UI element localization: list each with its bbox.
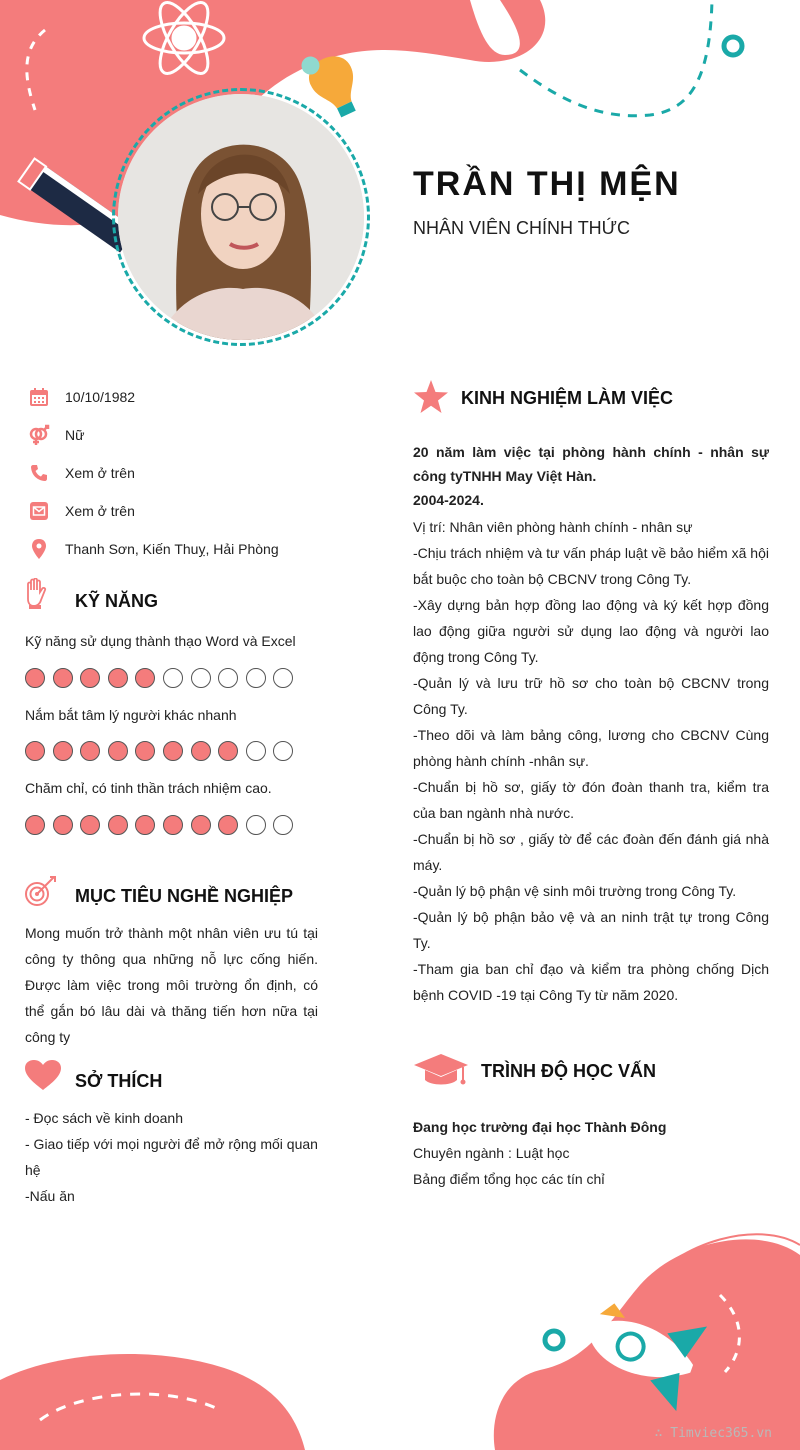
rating-dot-filled	[191, 815, 211, 835]
info-address	[28, 536, 279, 562]
email-value: Xem ở trên	[65, 503, 135, 519]
location-pin-icon	[28, 538, 50, 560]
rating-dot-filled	[135, 815, 155, 835]
rating-dot-empty	[218, 668, 238, 688]
list-item: -Quản lý và lưu trữ hồ sơ cho toàn bộ CBCNV trong Công Ty.	[413, 675, 769, 717]
info-gender	[28, 422, 84, 448]
hand-icon	[24, 578, 48, 615]
rating-dot-filled	[25, 741, 45, 761]
rating-dot-filled	[25, 668, 45, 688]
skill-label: Kỹ năng sử dụng thành thạo Word và Excel	[25, 633, 296, 649]
experience-company: 20 năm làm việc tại phòng hành chính - nhân sự công tyTNHH May Việt Hàn.	[413, 444, 769, 484]
candidate-name: TRẦN THỊ MỆN	[413, 165, 681, 203]
rating-dot-empty	[163, 668, 183, 688]
avatar	[118, 94, 364, 340]
rating-dot-filled	[218, 741, 238, 761]
skill-rating	[25, 741, 293, 761]
rating-dot-filled	[218, 815, 238, 835]
skill-rating	[25, 815, 293, 835]
list-item: -Quản lý bộ phận bảo vệ và an ninh trật tự trong Công Ty.	[413, 909, 769, 951]
list-item: -Theo dõi và làm bảng công, lương cho CBCNV Cùng phòng hành chính -nhân sự.	[413, 727, 769, 769]
gender-icon	[28, 424, 50, 446]
rating-dot-filled	[53, 668, 73, 688]
address-value: Thanh Sơn, Kiến Thuỵ, Hải Phòng	[65, 541, 279, 557]
info-phone	[28, 460, 135, 486]
rating-dot-filled	[135, 668, 155, 688]
objective-text: Mong muốn trở thành một nhân viên ưu tú tại công ty thông qua những nỗ lực cống hiến. Được làm việc trong môi trường ổn định, có thể gắn bó lâu dài và thăng tiến hơn nữa tại công ty	[25, 925, 318, 1045]
rating-dot-empty	[246, 668, 266, 688]
watermark: ∴ Timviec365.vn	[654, 1426, 772, 1441]
rating-dot-filled	[191, 741, 211, 761]
list-item: -Chuẩn bị hồ sơ , giấy tờ để các đoàn đến đánh giá nhà máy.	[413, 831, 769, 873]
experience-header	[413, 440, 769, 512]
dob-value: 10/10/1982	[65, 389, 136, 405]
rating-dot-filled	[163, 815, 183, 835]
rating-dot-filled	[53, 741, 73, 761]
list-item: -Quản lý bộ phận vệ sinh môi trường trong Công Ty.	[413, 883, 737, 899]
experience-body	[413, 514, 769, 1008]
rating-dot-filled	[80, 815, 100, 835]
rating-dot-empty	[246, 815, 266, 835]
star-icon	[413, 380, 449, 419]
experience-position: Vị trí: Nhân viên phòng hành chính - nhân sự	[413, 519, 693, 535]
rating-dot-empty	[273, 668, 293, 688]
skill-label: Nắm bắt tâm lý người khác nhanh	[25, 707, 237, 723]
rating-dot-empty	[273, 815, 293, 835]
skill-label: Chăm chỉ, có tinh thần trách nhiệm cao.	[25, 780, 272, 796]
list-item: -Chuẩn bị hồ sơ, giấy tờ đón đoàn thanh tra, kiểm tra của ban ngành nhà nước.	[413, 779, 769, 821]
phone-value: Xem ở trên	[65, 465, 135, 481]
rating-dot-filled	[80, 741, 100, 761]
experience-title: KINH NGHIỆM LÀM VIỆC	[461, 388, 674, 408]
rating-dot-empty	[191, 668, 211, 688]
rating-dot-filled	[25, 815, 45, 835]
education-body	[413, 1114, 773, 1192]
rating-dot-filled	[135, 741, 155, 761]
rating-dot-empty	[273, 741, 293, 761]
info-dob	[28, 384, 135, 410]
target-icon	[24, 874, 58, 913]
list-item: -Xây dựng bản hợp đồng lao động và ký kết hợp đồng lao động giữa người sử dụng lao động và người lao động trong Công Ty.	[413, 597, 769, 665]
education-grades: Bảng điểm tổng học các tín chỉ	[413, 1171, 605, 1187]
list-item: - Giao tiếp với mọi người để mở rộng mối quan hệ	[25, 1136, 318, 1178]
rating-dot-filled	[108, 815, 128, 835]
list-item: -Tham gia ban chỉ đạo và kiểm tra phòng chống Dịch bệnh COVID -19 tại Công Ty từ năm 2020.	[413, 961, 769, 1003]
rating-dot-filled	[108, 741, 128, 761]
candidate-role: NHÂN VIÊN CHÍNH THỨC	[413, 218, 631, 238]
email-icon	[28, 500, 50, 522]
list-item: -Chịu trách nhiệm và tư vấn pháp luật về bảo hiểm xã hội bắt buộc cho toàn bộ CBCNV trong Công Ty.	[413, 545, 769, 587]
hobbies-title: SỞ THÍCH	[75, 1071, 163, 1091]
education-major: Chuyên ngành : Luật học	[413, 1145, 570, 1161]
rating-dot-filled	[80, 668, 100, 688]
list-item: - Đọc sách về kinh doanh	[25, 1110, 183, 1126]
skill-rating	[25, 668, 293, 688]
gender-value: Nữ	[65, 427, 85, 443]
phone-icon	[28, 462, 50, 484]
graduation-cap-icon	[413, 1052, 469, 1093]
rating-dot-filled	[108, 668, 128, 688]
list-item: -Nấu ăn	[25, 1188, 75, 1204]
education-title: TRÌNH ĐỘ HỌC VẤN	[481, 1061, 656, 1081]
hobbies-list	[25, 1105, 325, 1209]
objective-title: MỤC TIÊU NGHỀ NGHIỆP	[75, 886, 294, 906]
rating-dot-filled	[53, 815, 73, 835]
experience-period: 2004-2024.	[413, 492, 484, 508]
calendar-icon	[28, 386, 50, 408]
rating-dot-empty	[246, 741, 266, 761]
heart-icon	[24, 1059, 62, 1096]
skills-title: KỸ NĂNG	[75, 591, 159, 611]
info-email	[28, 498, 135, 524]
education-school: Đang học trường đại học Thành Đông	[413, 1119, 667, 1135]
rating-dot-filled	[163, 741, 183, 761]
